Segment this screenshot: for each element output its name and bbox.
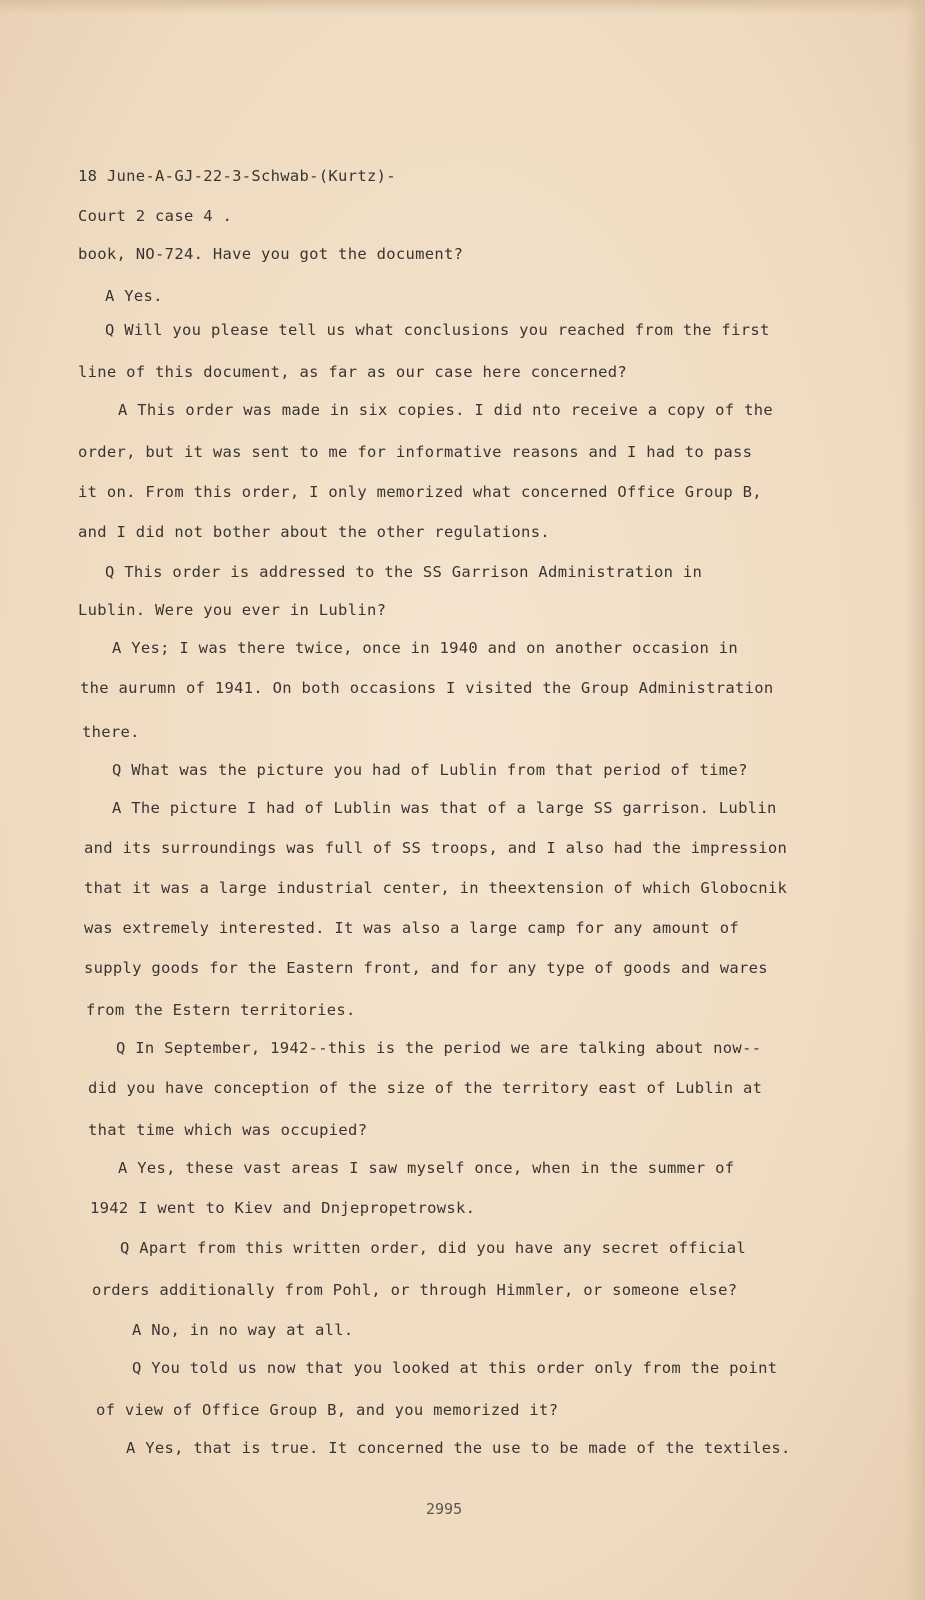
text-line: was extremely interested. It was also a large camp for any amount of [84,919,739,937]
question-line: Q Apart from this written order, did you have any secret official [120,1239,747,1257]
answer-line: A Yes, these vast areas I saw myself once, when in the summer of [118,1159,735,1177]
text-line: did you have conception of the size of the territory east of Lublin at [88,1079,763,1097]
text-line: line of this document, as far as our case here concerned? [78,363,628,381]
answer-line: A Yes. [105,287,163,305]
text-line: from the Estern territories. [86,1001,356,1019]
question-line: Q Will you please tell us what conclusions you reached from the first [105,321,770,339]
answer-line: A This order was made in six copies. I did nto receive a copy of the [118,401,773,419]
question-line: Q In September, 1942--this is the period we are talking about now-- [116,1039,762,1057]
text-line: and its surroundings was full of SS troops, and I also had the impression [84,839,788,857]
question-line: Q What was the picture you had of Lublin from that period of time? [112,761,748,779]
court-case-line: Court 2 case 4 . [78,207,233,225]
text-line: supply goods for the Eastern front, and for any type of goods and wares [84,959,768,977]
answer-line: A Yes, that is true. It concerned the use to be made of the textiles. [126,1439,791,1457]
page-number: 2995 [426,1500,463,1518]
answer-line: A The picture I had of Lublin was that of a large SS garrison. Lublin [112,799,777,817]
text-line: book, NO-724. Have you got the document? [78,245,464,263]
text-line: it on. From this order, I only memorized what concerned Office Group B, [78,483,762,501]
text-line: 1942 I went to Kiev and Dnjepropetrowsk. [90,1199,476,1217]
question-line: Q You told us now that you looked at this order only from the point [132,1359,778,1377]
answer-line: A Yes; I was there twice, once in 1940 and on another occasion in [112,639,739,657]
answer-line: A No, in no way at all. [132,1321,354,1339]
header-line: 18 June-A-GJ-22-3-Schwab-(Kurtz)- [78,167,396,185]
text-line: that it was a large industrial center, in theextension of which Globocnik [84,879,788,897]
text-line: there. [82,723,140,741]
text-line: and I did not bother about the other regulations. [78,523,550,541]
text-line: the aurumn of 1941. On both occasions I visited the Group Administration [80,679,774,697]
question-line: Q This order is addressed to the SS Garrison Administration in [105,563,703,581]
paper-edge-right [905,0,925,1600]
text-line: that time which was occupied? [88,1121,368,1139]
text-line: of view of Office Group B, and you memorized it? [96,1401,559,1419]
text-line: Lublin. Were you ever in Lublin? [78,601,387,619]
paper-edge-top [0,0,925,14]
text-line: order, but it was sent to me for informative reasons and I had to pass [78,443,753,461]
text-line: orders additionally from Pohl, or through Himmler, or someone else? [92,1281,738,1299]
